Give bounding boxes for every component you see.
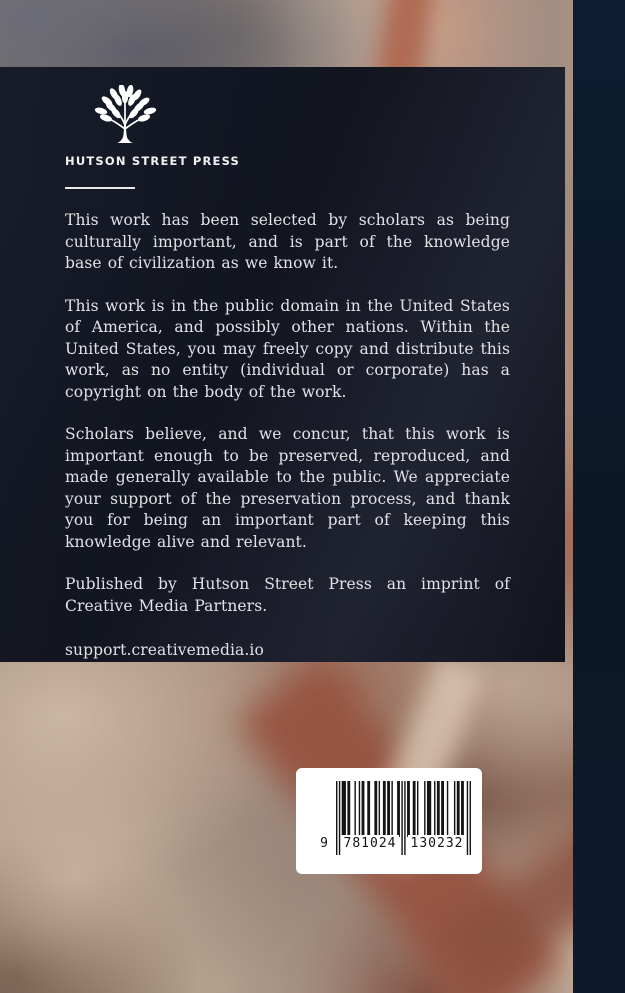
paragraph-public-domain: This work is in the public domain in the United States of America, and possibly other nations. Within the United States, you may freely copy and distribute this work, as no entity (individual or corporate) has a copyright on the body of the work. bbox=[65, 296, 510, 401]
info-panel bbox=[0, 67, 565, 662]
right-navy-strip bbox=[573, 0, 625, 993]
divider-rule bbox=[65, 187, 135, 189]
barcode-digits-left: 781024 bbox=[341, 835, 399, 853]
support-website: support.creativemedia.io bbox=[65, 641, 264, 659]
publisher-name: HUTSON STREET PRESS bbox=[65, 154, 241, 168]
barcode-digits-right: 130232 bbox=[408, 835, 466, 853]
publisher-tree-icon bbox=[93, 85, 157, 145]
paragraph-culturally-important: This work has been selected by scholars as being culturally important, and is part of the knowledge base of civilization as we know it. bbox=[65, 211, 510, 272]
isbn-barcode bbox=[296, 768, 482, 874]
barcode-digit-lead: 9 bbox=[316, 835, 332, 853]
paragraph-scholars-believe: Scholars believe, and we concur, that this work is important enough to be preserved, reproduced, and made generally available to the public. We appreciate your support of the preservation process, and thank you for being an important part of keeping this knowledge alive and relevant. bbox=[65, 425, 510, 551]
paragraph-published-by: Published by Hutson Street Press an imprint of Creative Media Partners. bbox=[65, 575, 510, 615]
